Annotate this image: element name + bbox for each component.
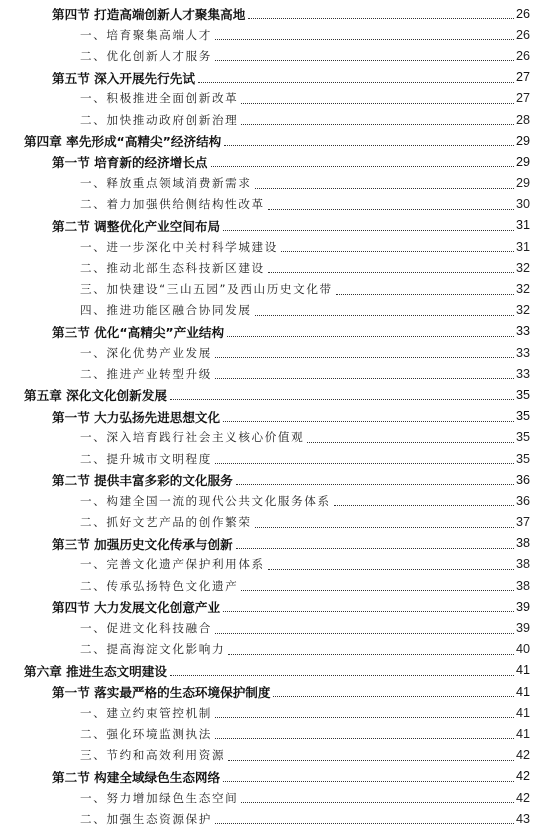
toc-page-number: 36 xyxy=(515,493,530,508)
toc-entry-title: 第四节 打造高端创新人才聚集高地 xyxy=(52,4,246,23)
toc-page-number: 32 xyxy=(515,303,530,318)
dot-leader xyxy=(215,378,514,379)
toc-entry-title: 第五节 深入开展先行先试 xyxy=(52,68,196,87)
dot-leader xyxy=(223,230,514,231)
toc-page-number: 41 xyxy=(515,684,530,699)
toc-item-row[interactable] xyxy=(0,617,543,638)
dot-leader xyxy=(307,442,514,443)
toc-item-row[interactable] xyxy=(0,745,543,766)
toc-page-number: 42 xyxy=(515,748,530,763)
toc-item-row[interactable] xyxy=(0,278,543,299)
toc-section-row[interactable] xyxy=(0,67,543,88)
dot-leader xyxy=(215,633,514,634)
dot-leader xyxy=(241,590,514,591)
toc-entry-title: 二、推动北部生态科技新区建设 xyxy=(80,260,265,275)
dot-leader xyxy=(273,696,514,697)
dot-leader xyxy=(334,505,514,506)
toc-page-number: 26 xyxy=(515,48,530,63)
toc-entry-title: 三、加快建设“三山五园”及西山历史文化带 xyxy=(80,282,333,297)
toc-item-row[interactable] xyxy=(0,257,543,278)
dot-leader xyxy=(215,357,514,358)
toc-section-row[interactable] xyxy=(0,3,543,24)
toc-page-number: 33 xyxy=(515,324,530,339)
toc-entry-title: 第四节 大力发展文化创意产业 xyxy=(52,597,221,616)
dot-leader xyxy=(236,548,514,549)
toc-entry-title: 第四章 率先形成“高精尖”经济结构 xyxy=(24,131,222,150)
toc-item-row[interactable] xyxy=(0,300,543,321)
dot-leader xyxy=(223,611,514,612)
dot-leader xyxy=(255,315,514,316)
toc-page-number: 38 xyxy=(515,578,530,593)
dot-leader xyxy=(228,654,514,655)
toc-page-number: 32 xyxy=(515,282,530,297)
toc-section-row[interactable] xyxy=(0,215,543,236)
toc-section-row[interactable] xyxy=(0,681,543,702)
toc-chapter-row[interactable] xyxy=(0,384,543,405)
toc-page-number: 26 xyxy=(515,6,530,21)
toc-entry-title: 一、完善文化遗产保护利用体系 xyxy=(80,557,265,572)
toc-entry-title: 二、提升城市文明程度 xyxy=(80,451,212,466)
toc-page-number: 28 xyxy=(515,112,530,127)
dot-leader xyxy=(215,823,514,824)
toc-item-row[interactable] xyxy=(0,490,543,511)
toc-page-number: 42 xyxy=(515,790,530,805)
dot-leader xyxy=(211,166,514,167)
dot-leader xyxy=(170,399,514,400)
toc-entry-title: 第一节 培育新的经济增长点 xyxy=(52,152,209,171)
toc-entry-title: 第二节 构建全域绿色生态网络 xyxy=(52,767,221,786)
dot-leader xyxy=(215,39,514,40)
toc-entry-title: 二、推进产业转型升级 xyxy=(80,366,212,381)
dot-leader xyxy=(215,463,514,464)
toc-page-number: 35 xyxy=(515,387,530,402)
dot-leader xyxy=(215,60,514,61)
toc-section-row[interactable] xyxy=(0,596,543,617)
toc-item-row[interactable] xyxy=(0,723,543,744)
toc-page-number: 35 xyxy=(515,451,530,466)
toc-chapter-row[interactable] xyxy=(0,130,543,151)
toc-entry-title: 一、促进文化科技融合 xyxy=(80,621,212,636)
dot-leader xyxy=(255,527,514,528)
dot-leader xyxy=(215,717,514,718)
toc-page-number: 43 xyxy=(515,811,530,826)
toc-page-number: 39 xyxy=(515,621,530,636)
toc-page-number: 27 xyxy=(515,70,530,85)
toc-entry-title: 第二节 调整优化产业空间布局 xyxy=(52,216,221,235)
toc-entry-title: 三、节约和高效利用资源 xyxy=(80,748,226,763)
dot-leader xyxy=(236,484,514,485)
dot-leader xyxy=(268,272,514,273)
toc-entry-title: 二、加快推动政府创新治理 xyxy=(80,112,239,127)
toc-entry-title: 第一节 落实最严格的生态环境保护制度 xyxy=(52,682,271,701)
dot-leader xyxy=(215,738,514,739)
toc-section-row[interactable] xyxy=(0,533,543,554)
toc-item-row[interactable] xyxy=(0,24,543,45)
toc-entry-title: 二、传承弘扬特色文化遗产 xyxy=(80,578,239,593)
toc-entry-title: 第一节 大力弘扬先进思想文化 xyxy=(52,407,221,426)
toc-item-row[interactable] xyxy=(0,342,543,363)
dot-leader xyxy=(227,336,514,337)
toc-entry-title: 二、加强生态资源保护 xyxy=(80,811,212,826)
toc-page-number: 30 xyxy=(515,197,530,212)
toc-page-number: 33 xyxy=(515,366,530,381)
toc-item-row[interactable] xyxy=(0,427,543,448)
toc-page-number: 37 xyxy=(515,515,530,530)
toc-entry-title: 第五章 深化文化创新发展 xyxy=(24,385,168,404)
dot-leader xyxy=(241,103,514,104)
toc-entry-title: 一、进一步深化中关村科学城建设 xyxy=(80,239,278,254)
toc-entry-title: 一、构建全国一流的现代公共文化服务体系 xyxy=(80,493,331,508)
toc-item-row[interactable] xyxy=(0,363,543,384)
toc-item-row[interactable] xyxy=(0,512,543,533)
toc-page-number: 29 xyxy=(515,133,530,148)
toc-entry-title: 第二节 提供丰富多彩的文化服务 xyxy=(52,470,234,489)
toc-entry-title: 一、深化优势产业发展 xyxy=(80,345,212,360)
dot-leader xyxy=(336,294,514,295)
toc-page-number: 32 xyxy=(515,260,530,275)
toc-item-row[interactable] xyxy=(0,575,543,596)
toc-item-row[interactable] xyxy=(0,787,543,808)
toc-entry-title: 一、积极推进全面创新改革 xyxy=(80,91,239,106)
toc-page-number: 27 xyxy=(515,91,530,106)
dot-leader xyxy=(255,188,514,189)
dot-leader xyxy=(268,209,514,210)
toc-section-row[interactable] xyxy=(0,151,543,172)
toc-entry-title: 第三节 加强历史文化传承与创新 xyxy=(52,534,234,553)
toc-item-row[interactable] xyxy=(0,109,543,130)
toc-entry-title: 二、着力加强供给侧结构性改革 xyxy=(80,197,265,212)
toc-page-number: 36 xyxy=(515,472,530,487)
toc-entry-title: 二、强化环境监测执法 xyxy=(80,726,212,741)
toc-page-number: 33 xyxy=(515,345,530,360)
toc-page-number: 26 xyxy=(515,27,530,42)
toc-page-number: 42 xyxy=(515,769,530,784)
toc-entry-title: 一、建立约束管控机制 xyxy=(80,705,212,720)
toc-item-row[interactable] xyxy=(0,554,543,575)
dot-leader xyxy=(268,569,514,570)
toc-page-number: 31 xyxy=(515,218,530,233)
toc-page-number: 41 xyxy=(515,663,530,678)
toc-entry-title: 一、培育聚集高端人才 xyxy=(80,27,212,42)
toc-page-number: 35 xyxy=(515,409,530,424)
toc-entry-title: 四、推进功能区融合协同发展 xyxy=(80,303,252,318)
toc-page-number: 29 xyxy=(515,154,530,169)
toc-item-row[interactable] xyxy=(0,88,543,109)
toc-page-number: 29 xyxy=(515,176,530,191)
dot-leader xyxy=(223,781,514,782)
toc-item-row[interactable] xyxy=(0,194,543,215)
toc-chapter-row[interactable] xyxy=(0,660,543,681)
dot-leader xyxy=(223,421,514,422)
dot-leader xyxy=(198,82,514,83)
toc-page-number: 38 xyxy=(515,536,530,551)
toc-page-number: 35 xyxy=(515,430,530,445)
toc-entry-title: 一、深入培育践行社会主义核心价值观 xyxy=(80,430,305,445)
toc-section-row[interactable] xyxy=(0,766,543,787)
toc-entry-title: 第三节 优化“高精尖”产业结构 xyxy=(52,322,225,341)
toc-section-row[interactable] xyxy=(0,321,543,342)
toc-item-row[interactable] xyxy=(0,448,543,469)
toc-entry-title: 二、优化创新人才服务 xyxy=(80,48,212,63)
toc-page-number: 38 xyxy=(515,557,530,572)
dot-leader xyxy=(281,251,514,252)
toc-page-number: 41 xyxy=(515,705,530,720)
toc-item-row[interactable] xyxy=(0,236,543,257)
dot-leader xyxy=(241,124,514,125)
toc-page-number: 31 xyxy=(515,239,530,254)
toc-entry-title: 二、抓好文艺产品的创作繁荣 xyxy=(80,515,252,530)
toc-item-row[interactable] xyxy=(0,808,543,829)
toc-item-row[interactable] xyxy=(0,45,543,66)
toc-entry-title: 二、提高海淀文化影响力 xyxy=(80,642,226,657)
toc-section-row[interactable] xyxy=(0,469,543,490)
dot-leader xyxy=(224,145,514,146)
toc-item-row[interactable] xyxy=(0,639,543,660)
toc-entry-title: 一、释放重点领域消费新需求 xyxy=(80,176,252,191)
toc-section-row[interactable] xyxy=(0,406,543,427)
toc-item-row[interactable] xyxy=(0,702,543,723)
toc-page-number: 40 xyxy=(515,642,530,657)
toc-item-row[interactable] xyxy=(0,173,543,194)
toc-entry-title: 一、努力增加绿色生态空间 xyxy=(80,790,239,805)
toc-page-number: 41 xyxy=(515,726,530,741)
dot-leader xyxy=(248,18,514,19)
dot-leader xyxy=(170,675,514,676)
toc-page-number: 39 xyxy=(515,599,530,614)
toc-entry-title: 第六章 推进生态文明建设 xyxy=(24,661,168,680)
dot-leader xyxy=(241,802,514,803)
table-of-contents xyxy=(0,3,543,829)
